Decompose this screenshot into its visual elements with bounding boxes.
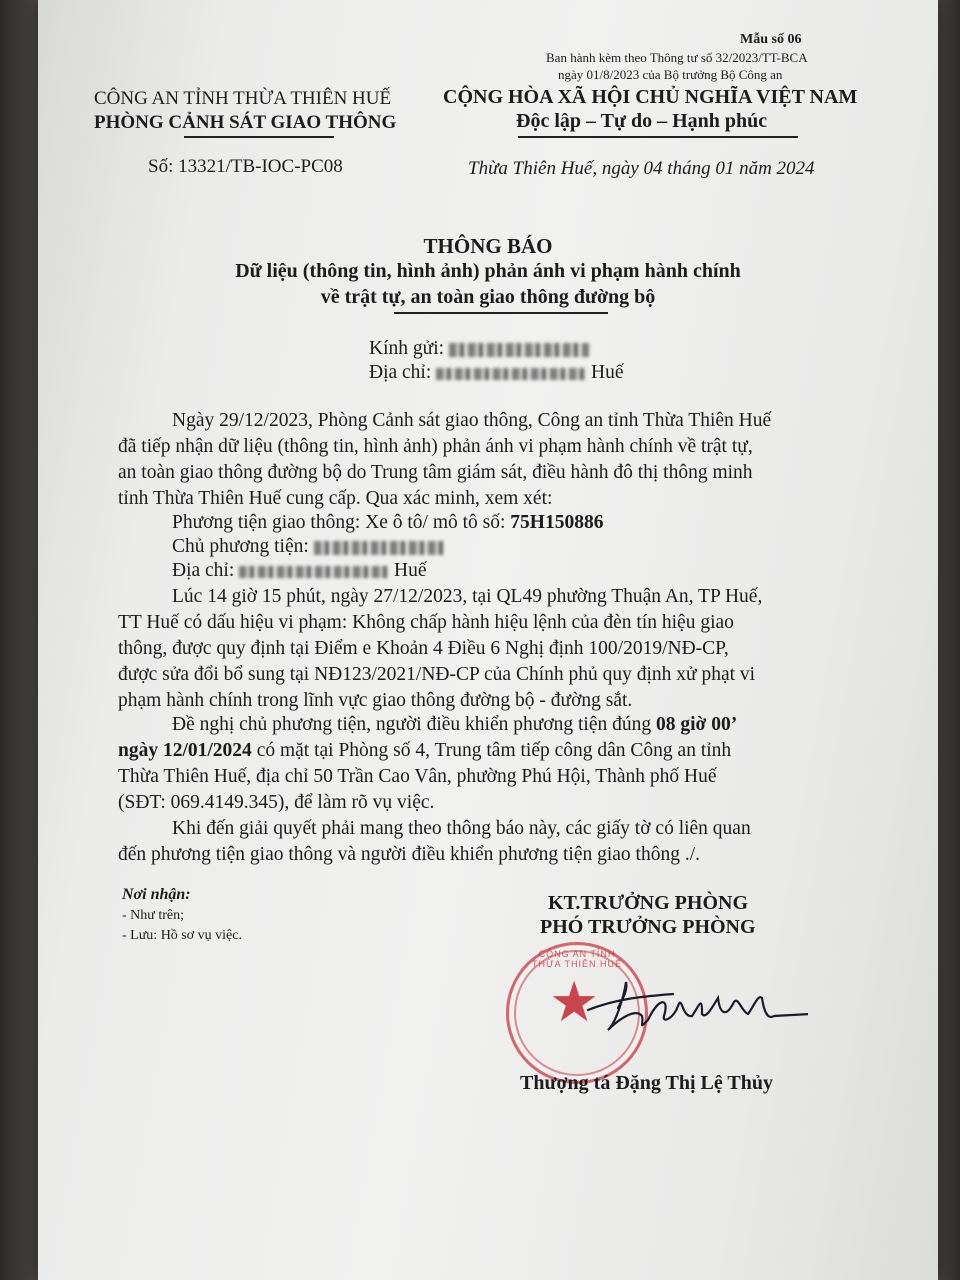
p3-line4: (SĐT: 069.4149.345), để làm rõ vụ việc.: [118, 792, 435, 813]
stamp-text: CÔNG AN TỈNH THỪA THIÊN HUẾ: [531, 949, 623, 969]
p2-line5: phạm hành chính trong lĩnh vực giao thông đường bộ - đường sắt.: [118, 690, 633, 711]
form-issued-line2: ngày 01/8/2023 của Bộ trưởng Bộ Công an: [558, 67, 783, 82]
owner-address-suffix: Huế: [394, 560, 427, 581]
p2-line2: TT Huế có dấu hiệu vi phạm: Không chấp hành hiệu lệnh của đèn tín hiệu giao: [118, 612, 734, 633]
vehicle-label: Phương tiện giao thông: Xe ô tô/ mô tô số:: [172, 512, 506, 533]
p3-date: ngày 12/01/2024: [118, 740, 252, 761]
agency-underline: [184, 136, 334, 138]
p3-line2: [118, 740, 731, 762]
redacted-owner-address: [239, 566, 389, 578]
redacted-owner: [314, 541, 444, 555]
document-page: [38, 0, 938, 1280]
recipients-title: Nơi nhận:: [122, 886, 191, 903]
recipient-address: [369, 362, 624, 384]
owner-label: Chủ phương tiện:: [172, 536, 309, 557]
p1-line1: Ngày 29/12/2023, Phòng Cảnh sát giao thông, Công an tỉnh Thừa Thiên Huế: [172, 410, 772, 431]
p2-line1: Lúc 14 giờ 15 phút, ngày 27/12/2023, tại QL49 phường Thuận An, TP Huế,: [172, 586, 763, 607]
form-issued-line1: Ban hành kèm theo Thông tư số 32/2023/TT-BCA: [546, 50, 808, 65]
recipient-item-1: - Như trên;: [122, 908, 185, 923]
owner-line: [172, 536, 444, 558]
recipient-address-label: Địa chỉ:: [369, 362, 432, 383]
agency-name: PHÒNG CẢNH SÁT GIAO THÔNG: [94, 112, 397, 133]
nation-motto: Độc lập – Tự do – Hạnh phúc: [516, 110, 768, 132]
stamp-star-icon: ★: [549, 970, 600, 1035]
sign-title-1: KT.TRƯỞNG PHÒNG: [548, 892, 748, 914]
signer-name: Thượng tá Đặng Thị Lệ Thủy: [520, 1072, 773, 1094]
recipient-to: [369, 338, 589, 360]
motto-underline: [518, 136, 798, 138]
place-date: Thừa Thiên Huế, ngày 04 tháng 01 năm 2024: [468, 158, 815, 179]
recipient-item-2: - Lưu: Hồ sơ vụ việc.: [122, 928, 242, 943]
redacted-name: [449, 343, 589, 357]
vehicle-line: [172, 512, 603, 534]
owner-address-label: Địa chỉ:: [172, 560, 235, 581]
signature-icon: [578, 968, 808, 1048]
p3-time: 08 giờ 00’: [656, 714, 738, 735]
p3-line1-text: Đề nghị chủ phương tiện, người điều khiển phương tiện đúng: [172, 714, 652, 735]
background-left: [0, 0, 40, 1280]
document-subtitle-2: về trật tự, an toàn giao thông đường bộ: [320, 286, 656, 308]
p1-line4: tỉnh Thừa Thiên Huế cung cấp. Qua xác minh, xem xét:: [118, 488, 553, 509]
sign-title-2: PHÓ TRƯỞNG PHÒNG: [540, 916, 756, 938]
recipient-address-suffix: Huế: [591, 362, 624, 383]
p2-line3: thông, được quy định tại Điểm e Khoản 4 Điều 6 Nghị định 100/2019/NĐ-CP,: [118, 638, 729, 659]
p4-line2: đến phương tiện giao thông và người điều khiển phương tiện giao thông ./.: [118, 844, 701, 865]
p3-line1: [172, 714, 737, 736]
p3-line2-text: có mặt tại Phòng số 4, Trung tâm tiếp công dân Công an tỉnh: [256, 740, 732, 761]
p4-line1: Khi đến giải quyết phải mang theo thông báo này, các giấy tờ có liên quan: [172, 818, 751, 839]
nation-name: CỘNG HÒA XÃ HỘI CHỦ NGHĨA VIỆT NAM: [443, 86, 858, 108]
vehicle-plate: 75H150886: [510, 512, 604, 533]
document-number: Số: 13321/TB-IOC-PC08: [148, 156, 343, 177]
redacted-address: [436, 368, 586, 380]
owner-address-line: [172, 560, 427, 582]
agency-parent: CÔNG AN TỈNH THỪA THIÊN HUẾ: [94, 88, 392, 109]
document-subtitle-1: Dữ liệu (thông tin, hình ảnh) phản ánh vi phạm hành chính: [235, 260, 741, 282]
title-underline: [394, 312, 608, 314]
document-title: THÔNG BÁO: [423, 234, 553, 258]
p1-line2: đã tiếp nhận dữ liệu (thông tin, hình ảnh) phản ánh vi phạm hành chính về trật tự,: [118, 436, 753, 457]
recipient-to-label: Kính gửi:: [369, 338, 445, 359]
p2-line4: được sửa đổi bổ sung tại NĐ123/2021/NĐ-CP của Chính phủ quy định xử phạt vi: [118, 664, 756, 685]
form-number: Mẫu số 06: [740, 32, 802, 47]
p3-line3: Thừa Thiên Huế, địa chỉ 50 Trần Cao Vân, phường Phú Hội, Thành phố Huế: [118, 766, 717, 787]
p1-line3: an toàn giao thông đường bộ do Trung tâm giám sát, điều hành đô thị thông minh: [118, 462, 753, 483]
